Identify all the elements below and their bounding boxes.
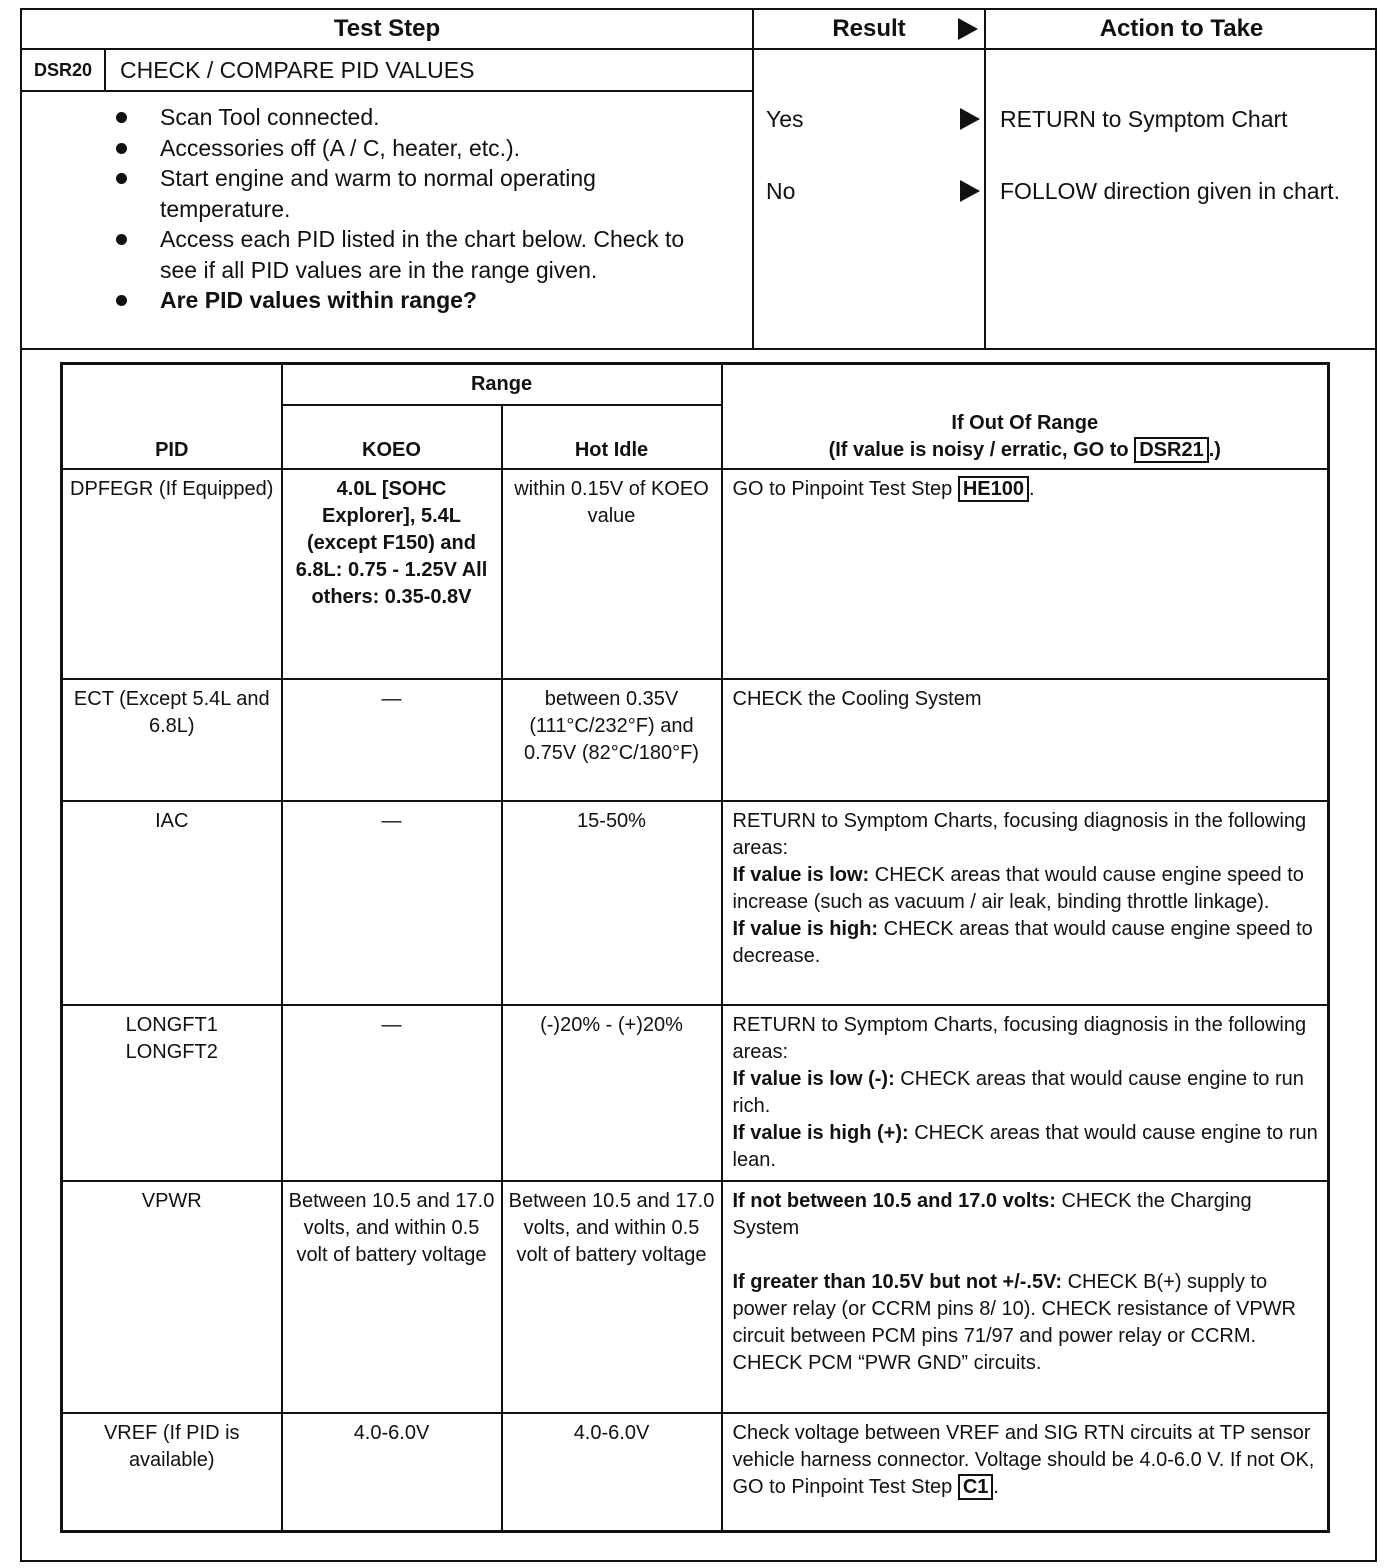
action-text: GO to Pinpoint Test Step [732, 478, 958, 500]
result-no: No [766, 178, 796, 204]
hot-idle-cell: Between 10.5 and 17.0 volts, and within 0.5 volt of battery voltage [502, 1181, 722, 1413]
test-step-chart [20, 8, 1377, 1562]
table-row [62, 1413, 1329, 1531]
list-item-question: Are PID values within range? [112, 285, 712, 316]
hot-idle-cell: 15-50% [502, 801, 722, 1005]
high-label: If value is high: [732, 918, 879, 940]
ref-c1[interactable]: C1 [958, 1474, 994, 1500]
action-intro: RETURN to Symptom Charts, focusing diagnosis in the following areas: [732, 810, 1307, 859]
koeo-cell: Between 10.5 and 17.0 volts, and within 0.5 volt of battery voltage [282, 1181, 502, 1413]
pid-cell: DPFEGR (If Equipped) [62, 469, 282, 679]
low-text: CHECK areas that would cause engine to run rich. [732, 1068, 1304, 1117]
a2-text: CHECK B(+) supply to power relay (or CCRM pins 8/ 10). CHECK resistance of VPWR circuit between PCM pins 71/97 and power relay or CCRM. CHECK PCM “PWR GND” circuits. [732, 1271, 1296, 1374]
list-item: Accessories off (A / C, heater, etc.). [112, 133, 712, 164]
header-action: Action to Take [984, 10, 1377, 48]
koeo-cell: — [282, 679, 502, 801]
hot-idle-cell: (-)20% - (+)20% [502, 1005, 722, 1181]
arrow-right-icon [960, 180, 980, 202]
table-row [62, 679, 1329, 801]
header-test-step: Test Step [333, 15, 441, 42]
table-row [62, 801, 1329, 1005]
ref-he100[interactable]: HE100 [958, 476, 1029, 502]
low-label: If value is low: [732, 864, 870, 886]
action-greater-than [733, 1269, 1320, 1377]
step-title: CHECK / COMPARE PID VALUES [120, 56, 475, 83]
a1-label: If not between 10.5 and 17.0 volts: [732, 1190, 1056, 1212]
action-cell: CHECK the Cooling System [722, 679, 1329, 801]
result-column [752, 50, 984, 348]
pid-longft1: LONGFT1 [125, 1014, 218, 1036]
hot-idle-cell: within 0.15V of KOEO value [502, 469, 722, 679]
action-intro: RETURN to Symptom Charts, focusing diagnosis in the following areas: [732, 1014, 1307, 1063]
hot-idle-cell: between 0.35V (111°C/232°F) and 0.75V (82°C/180°F) [502, 679, 722, 801]
low-label: If value is low (-): [732, 1068, 895, 1090]
step-title-row [22, 50, 752, 92]
arrow-right-icon [958, 18, 978, 40]
col-header-hot-idle: Hot Idle [502, 405, 722, 469]
high-text: CHECK areas that would cause engine speed to decrease. [732, 918, 1313, 967]
list-item: Access each PID listed in the chart below. Check to see if all PID values are in the range given. [112, 224, 712, 285]
action-cell [722, 469, 1329, 679]
action-end: . [993, 1476, 999, 1498]
action-high [733, 1120, 1320, 1174]
action-yes: RETURN to Symptom Chart [1000, 106, 1288, 132]
action-low [733, 862, 1320, 916]
oor-header-end: .) [1208, 439, 1221, 461]
pid-cell: VPWR [62, 1181, 282, 1413]
oor-header-line2 [729, 437, 1322, 464]
section-divider [22, 348, 1375, 350]
koeo-cell: — [282, 1005, 502, 1181]
ref-dsr21[interactable]: DSR21 [1134, 437, 1208, 463]
low-text: CHECK areas that would cause engine speed to increase (such as vacuum / air leak, binding throttle linkage). [732, 864, 1304, 913]
action-cell [722, 1005, 1329, 1181]
col-header-range: Range [282, 364, 722, 406]
action-low [733, 1066, 1320, 1120]
header-result-label: Result [832, 15, 906, 42]
high-text: CHECK areas that would cause engine to run lean. [732, 1122, 1318, 1171]
action-column [984, 50, 1377, 348]
arrow-right-icon [960, 108, 980, 130]
table-row [62, 469, 1329, 679]
action-high [733, 916, 1320, 970]
table-header-row [62, 364, 1329, 406]
step-id: DSR20 [22, 50, 106, 90]
action-not-between [733, 1188, 1320, 1242]
action-text: Check voltage between VREF and SIG RTN circuits at TP sensor vehicle harness connector. Voltage should be 4.0-6.0 V. If not OK, GO to Pinpoint Test Step [732, 1422, 1315, 1498]
koeo-cell: 4.0-6.0V [282, 1413, 502, 1531]
col-header-koeo: KOEO [282, 405, 502, 469]
action-cell [722, 1413, 1329, 1531]
header-result [752, 10, 984, 48]
chart-header [22, 10, 1375, 50]
a2-label: If greater than 10.5V but not +/-.5V: [732, 1271, 1063, 1293]
col-header-out-of-range [722, 364, 1329, 470]
pid-cell: IAC [62, 801, 282, 1005]
action-no: FOLLOW direction given in chart. [1000, 178, 1341, 204]
oor-header-line1: If Out Of Range [951, 412, 1099, 434]
col-header-pid: PID [62, 364, 282, 470]
high-label: If value is high (+): [732, 1122, 909, 1144]
a1-text: CHECK the Charging System [732, 1190, 1252, 1239]
pid-cell [62, 1005, 282, 1181]
action-end: . [1028, 478, 1035, 500]
koeo-cell: — [282, 801, 502, 1005]
result-yes: Yes [766, 106, 804, 132]
list-item: Start engine and warm to normal operating temperature. [112, 163, 712, 224]
action-cell [722, 1181, 1329, 1413]
action-cell [722, 801, 1329, 1005]
pid-cell: VREF (If PID is available) [62, 1413, 282, 1531]
oor-header-text: (If value is noisy / erratic, GO to [828, 439, 1135, 461]
list-item: Scan Tool connected. [112, 102, 712, 133]
pid-longft2: LONGFT2 [125, 1041, 218, 1063]
pid-cell: ECT (Except 5.4L and 6.8L) [62, 679, 282, 801]
step-instructions [22, 92, 752, 348]
table-row [62, 1181, 1329, 1413]
hot-idle-cell: 4.0-6.0V [502, 1413, 722, 1531]
instruction-list [112, 102, 712, 316]
table-row [62, 1005, 1329, 1181]
pid-range-table [60, 362, 1330, 1533]
koeo-cell: 4.0L [SOHC Explorer], 5.4L (except F150) and 6.8L: 0.75 - 1.25V All others: 0.35-0.8V [282, 469, 502, 679]
